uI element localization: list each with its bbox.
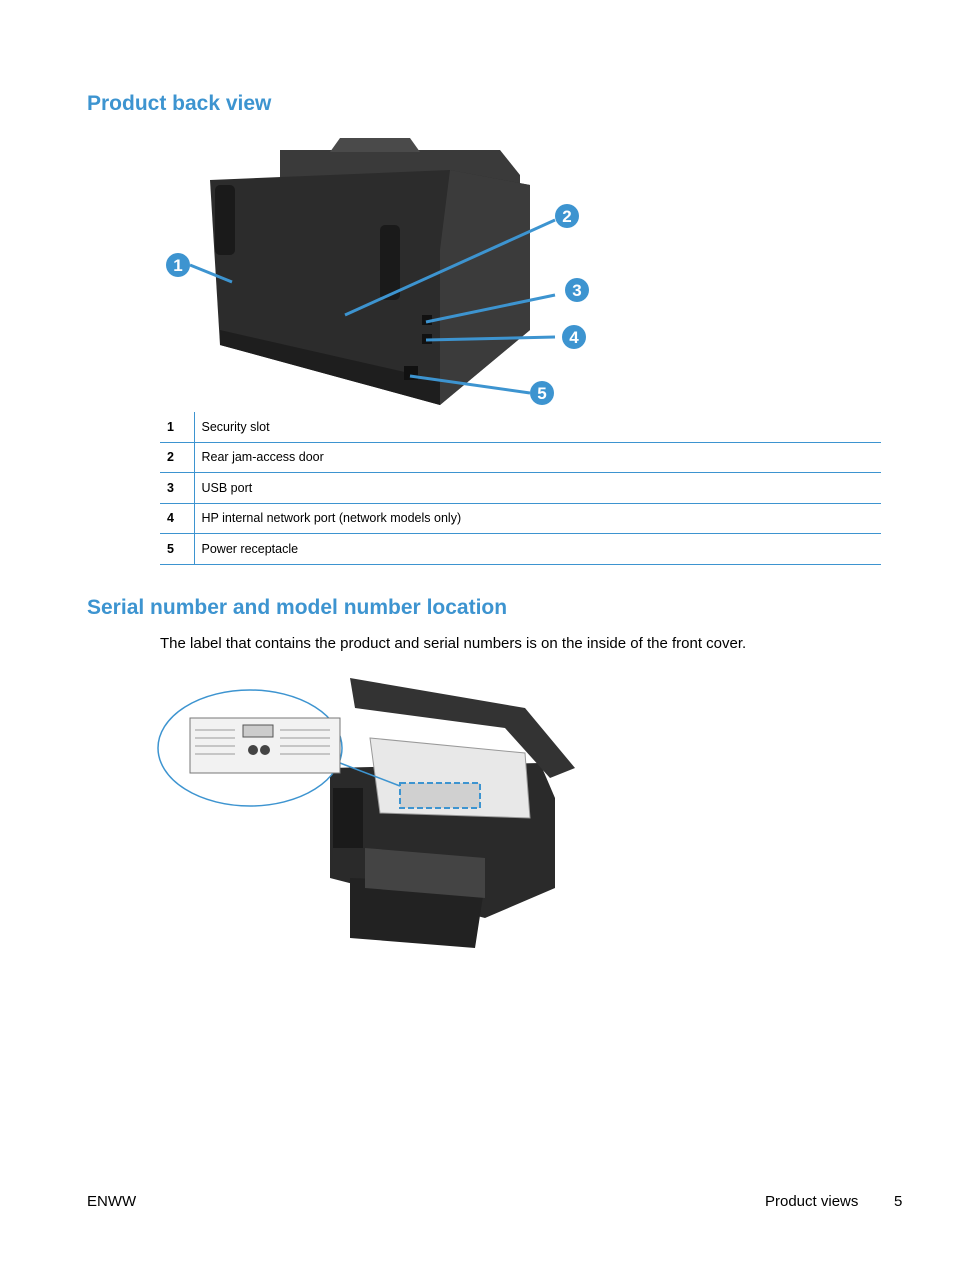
callout-label: Power receptacle (201, 541, 299, 556)
callout-marker-2: 2 (562, 207, 572, 226)
callout-number: 1 (160, 412, 194, 442)
table-row (160, 534, 881, 565)
callout-number: 5 (160, 534, 194, 565)
callout-marker-5: 5 (537, 384, 547, 403)
intro-paragraph: The label that contains the product and serial numbers is on the inside of the front cover. (160, 635, 747, 652)
callout-number: 2 (160, 442, 194, 473)
table-row (160, 473, 881, 504)
callout-marker-1: 1 (173, 256, 183, 275)
section-title-serial-location: Serial number and model number location (87, 596, 508, 619)
callout-number: 4 (160, 503, 194, 534)
printer-open-cover-figure (155, 668, 585, 953)
printer-back-view-figure (160, 130, 600, 410)
footer-left: ENWW (87, 1193, 137, 1210)
footer-section: Product views (765, 1193, 859, 1210)
callout-label: Rear jam-access door (201, 450, 324, 465)
callout-number: 3 (160, 473, 194, 504)
callout-marker-3: 3 (572, 281, 582, 300)
callout-label: USB port (201, 480, 253, 495)
footer-page-number: 5 (894, 1193, 903, 1210)
callout-table (160, 412, 881, 565)
section-title-back-view: Product back view (87, 92, 272, 115)
callout-marker-4: 4 (569, 328, 579, 347)
table-row (160, 503, 881, 534)
callout-label: HP internal network port (network models only) (201, 511, 462, 526)
table-row (160, 412, 881, 442)
callout-label: Security slot (201, 419, 270, 434)
table-row (160, 442, 881, 473)
